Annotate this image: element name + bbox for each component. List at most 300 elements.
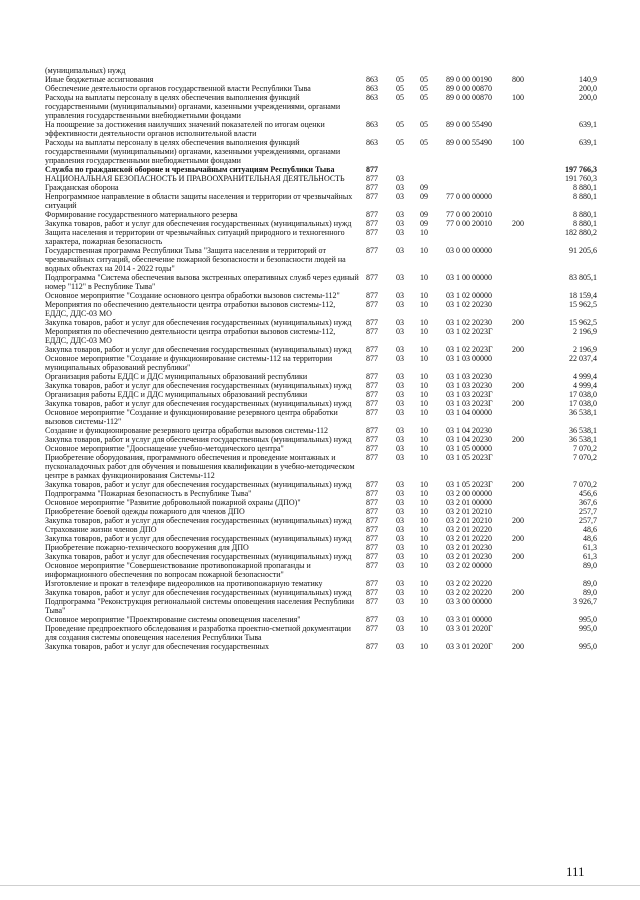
row-grbs: 863 bbox=[366, 93, 378, 102]
table-row bbox=[0, 372, 640, 381]
row-grbs: 877 bbox=[366, 345, 378, 354]
row-pr: 09 bbox=[420, 210, 428, 219]
row-grbs: 877 bbox=[366, 525, 378, 534]
row-sum: 456,6 bbox=[579, 489, 597, 498]
row-sum: 8 880,1 bbox=[573, 219, 597, 228]
row-pr: 10 bbox=[420, 381, 428, 390]
row-sum: 995,0 bbox=[579, 642, 597, 651]
row-cs: 03 3 01 2020Г bbox=[446, 642, 493, 651]
row-vr: 200 bbox=[512, 516, 524, 525]
row-name: Подпрограмма "Пожарная безопасность в Республике Тыва" bbox=[45, 489, 252, 498]
row-name: Мероприятия по обеспечению деятельности центра отработки вызовов системы-112, ЕДДС, ДДС-03 МО bbox=[45, 327, 336, 345]
row-pr: 10 bbox=[420, 426, 428, 435]
row-pr: 10 bbox=[420, 246, 428, 255]
row-pr: 10 bbox=[420, 228, 428, 237]
row-cs: 77 0 00 20010 bbox=[446, 210, 492, 219]
row-name: Служба по гражданской обороне и чрезвычайным ситуациям Республики Тыва bbox=[45, 165, 335, 174]
row-name: Проведение предпроектного обследования и разработка проектно-сметной документации для создания системы оповещения населения Республики Тыва bbox=[45, 624, 351, 642]
row-name: Непрограммное направление в области защиты населения и территории от чрезвычайных ситуаций bbox=[45, 192, 353, 210]
row-vr: 100 bbox=[512, 93, 524, 102]
row-grbs: 877 bbox=[366, 435, 378, 444]
row-cs: 77 0 00 20010 bbox=[446, 219, 492, 228]
row-pr: 10 bbox=[420, 435, 428, 444]
row-sum: 257,7 bbox=[579, 516, 597, 525]
table-row bbox=[0, 507, 640, 516]
row-grbs: 877 bbox=[366, 246, 378, 255]
row-pr: 05 bbox=[420, 138, 428, 147]
row-sum: 639,1 bbox=[579, 138, 597, 147]
row-name: Изготовление и прокат в телеэфире видеороликов на противопожарную тематику bbox=[45, 579, 323, 588]
table-row bbox=[0, 408, 640, 426]
row-pr: 10 bbox=[420, 354, 428, 363]
row-grbs: 877 bbox=[366, 534, 378, 543]
row-rz: 03 bbox=[396, 543, 404, 552]
table-row bbox=[0, 579, 640, 588]
row-name: Закупка товаров, работ и услуг для обеспечения государственных (муниципальных) нужд bbox=[45, 480, 352, 489]
row-name: Страхование жизни членов ДПО bbox=[45, 525, 157, 534]
row-vr: 200 bbox=[512, 399, 524, 408]
row-sum: 197 766,3 bbox=[565, 165, 597, 174]
row-pr: 10 bbox=[420, 399, 428, 408]
table-row bbox=[0, 300, 640, 318]
row-rz: 03 bbox=[396, 381, 404, 390]
row-grbs: 877 bbox=[366, 489, 378, 498]
row-name: Гражданская оборона bbox=[45, 183, 119, 192]
row-pr: 10 bbox=[420, 534, 428, 543]
row-pr: 10 bbox=[420, 273, 428, 282]
row-name: Основное мероприятие "Дооснащение учебно-методического центра" bbox=[45, 444, 284, 453]
row-grbs: 877 bbox=[366, 183, 378, 192]
row-rz: 03 bbox=[396, 642, 404, 651]
row-rz: 05 bbox=[396, 120, 404, 129]
row-rz: 03 bbox=[396, 219, 404, 228]
row-name: Закупка товаров, работ и услуг для обеспечения государственных bbox=[45, 642, 270, 651]
row-grbs: 877 bbox=[366, 516, 378, 525]
row-cs: 03 1 02 20230 bbox=[446, 300, 492, 309]
row-grbs: 877 bbox=[366, 642, 378, 651]
table-row bbox=[0, 93, 640, 120]
row-name: Создание и функционирование резервного центра обработки вызовов системы-112 bbox=[45, 426, 328, 435]
row-pr: 10 bbox=[420, 525, 428, 534]
table-row bbox=[0, 489, 640, 498]
row-rz: 03 bbox=[396, 516, 404, 525]
row-sum: 3 926,7 bbox=[573, 597, 597, 606]
row-sum: 17 038,0 bbox=[569, 390, 597, 399]
row-sum: 995,0 bbox=[579, 615, 597, 624]
row-rz: 03 bbox=[396, 597, 404, 606]
row-sum: 140,9 bbox=[579, 75, 597, 84]
row-rz: 03 bbox=[396, 327, 404, 336]
table-row bbox=[0, 516, 640, 525]
row-sum: 22 037,4 bbox=[569, 354, 597, 363]
row-cs: 03 2 01 20220 bbox=[446, 525, 492, 534]
row-name: Государственная программа Республики Тыва "Защита населения и территорий от чрезвычайных ситуаций, обеспечение пожарной безопасности и безопасности людей на водных объектах на 2014 - 2022 годы" bbox=[45, 246, 346, 273]
row-pr: 05 bbox=[420, 75, 428, 84]
row-rz: 03 bbox=[396, 579, 404, 588]
row-grbs: 877 bbox=[366, 399, 378, 408]
row-pr: 10 bbox=[420, 453, 428, 462]
row-grbs: 877 bbox=[366, 408, 378, 417]
row-cs: 03 1 02 20230 bbox=[446, 318, 492, 327]
table-row bbox=[0, 192, 640, 210]
row-rz: 03 bbox=[396, 525, 404, 534]
row-cs: 03 1 04 20230 bbox=[446, 435, 492, 444]
table-row bbox=[0, 327, 640, 345]
row-sum: 83 805,1 bbox=[569, 273, 597, 282]
table-row bbox=[0, 642, 640, 651]
row-sum: 182 880,2 bbox=[565, 228, 597, 237]
row-sum: 36 538,1 bbox=[569, 408, 597, 417]
row-rz: 03 bbox=[396, 444, 404, 453]
row-rz: 03 bbox=[396, 174, 404, 183]
row-cs: 77 0 00 00000 bbox=[446, 192, 492, 201]
row-name: Приобретение оборудования, программного обеспечения и проведение монтажных и пусконаладочных работ для обучения и повышения квалификации в учебно-методическом центре в рамках функционирования Системы-112 bbox=[45, 453, 355, 480]
table-row bbox=[0, 453, 640, 480]
row-pr: 05 bbox=[420, 120, 428, 129]
table-row bbox=[0, 246, 640, 273]
row-rz: 03 bbox=[396, 534, 404, 543]
scan-edge-line bbox=[0, 885, 640, 886]
row-name: Основное мероприятие "Создание и функционирование системы-112 на территории муниципальных образований республики" bbox=[45, 354, 333, 372]
row-name: Основное мероприятие "Развитие добровольной пожарной охраны (ДПО)" bbox=[45, 498, 301, 507]
row-sum: 367,6 bbox=[579, 498, 597, 507]
row-rz: 03 bbox=[396, 318, 404, 327]
row-cs: 03 3 00 00000 bbox=[446, 597, 492, 606]
row-cs: 89 0 00 00870 bbox=[446, 93, 492, 102]
row-cs: 03 1 05 2023Г bbox=[446, 480, 493, 489]
row-cs: 03 2 01 20210 bbox=[446, 507, 492, 516]
table-row bbox=[0, 561, 640, 579]
row-grbs: 877 bbox=[366, 615, 378, 624]
row-cs: 03 0 00 00000 bbox=[446, 246, 492, 255]
row-grbs: 877 bbox=[366, 372, 378, 381]
row-rz: 03 bbox=[396, 354, 404, 363]
row-cs: 03 2 01 20230 bbox=[446, 552, 492, 561]
row-name: Иные бюджетные ассигнования bbox=[45, 75, 154, 84]
row-name: Закупка товаров, работ и услуг для обеспечения государственных (муниципальных) нужд bbox=[45, 516, 352, 525]
table-row bbox=[0, 399, 640, 408]
row-name: Формирование государственного материального резерва bbox=[45, 210, 238, 219]
row-grbs: 877 bbox=[366, 480, 378, 489]
row-pr: 10 bbox=[420, 390, 428, 399]
row-vr: 200 bbox=[512, 345, 524, 354]
row-vr: 200 bbox=[512, 588, 524, 597]
table-row bbox=[0, 120, 640, 138]
row-grbs: 877 bbox=[366, 381, 378, 390]
row-name: Расходы на выплаты персоналу в целях обеспечения выполнения функций государственными (муниципальными) органами, казенными учреждениями, органами управления государственными внебюджетными фондами bbox=[45, 138, 341, 165]
row-sum: 2 196,9 bbox=[573, 345, 597, 354]
table-row bbox=[0, 597, 640, 615]
row-rz: 03 bbox=[396, 588, 404, 597]
row-cs: 03 2 01 20210 bbox=[446, 516, 492, 525]
row-cs: 89 0 00 00870 bbox=[446, 84, 492, 93]
row-pr: 10 bbox=[420, 291, 428, 300]
row-sum: 61,3 bbox=[583, 543, 597, 552]
row-pr: 10 bbox=[420, 444, 428, 453]
row-sum: 89,0 bbox=[583, 579, 597, 588]
row-grbs: 877 bbox=[366, 624, 378, 633]
row-sum: 4 999,4 bbox=[573, 372, 597, 381]
row-name: Основное мероприятие "Совершенствование противопожарной пропаганды и информационного обеспечения по вопросам пожарной безопасности" bbox=[45, 561, 311, 579]
row-pr: 10 bbox=[420, 588, 428, 597]
row-grbs: 877 bbox=[366, 498, 378, 507]
table-row bbox=[0, 552, 640, 561]
row-name: Подпрограмма "Система обеспечения вызова экстренных оперативных служб через единый номер "112" в Республике Тыва" bbox=[45, 273, 359, 291]
row-name: Мероприятия по обеспечению деятельности центра отработки вызовов системы-112, ЕДДС, ДДС-03 МО bbox=[45, 300, 336, 318]
row-pr: 09 bbox=[420, 192, 428, 201]
row-sum: 7 070,2 bbox=[573, 480, 597, 489]
row-grbs: 877 bbox=[366, 228, 378, 237]
row-grbs: 877 bbox=[366, 588, 378, 597]
row-vr: 200 bbox=[512, 534, 524, 543]
page-number: 111 bbox=[566, 864, 585, 879]
row-cs: 03 2 00 00000 bbox=[446, 489, 492, 498]
row-rz: 03 bbox=[396, 273, 404, 282]
table-row bbox=[0, 588, 640, 597]
row-rz: 03 bbox=[396, 372, 404, 381]
row-grbs: 877 bbox=[366, 561, 378, 570]
row-name: Защита населения и территории от чрезвычайных ситуаций природного и техногенного характера, пожарная безопасность bbox=[45, 228, 345, 246]
row-grbs: 863 bbox=[366, 120, 378, 129]
row-rz: 05 bbox=[396, 93, 404, 102]
table-row bbox=[0, 165, 640, 174]
row-grbs: 863 bbox=[366, 75, 378, 84]
table-row bbox=[0, 390, 640, 399]
row-pr: 10 bbox=[420, 561, 428, 570]
row-grbs: 877 bbox=[366, 219, 378, 228]
row-pr: 10 bbox=[420, 552, 428, 561]
row-rz: 03 bbox=[396, 435, 404, 444]
row-vr: 800 bbox=[512, 75, 524, 84]
row-rz: 03 bbox=[396, 228, 404, 237]
row-cs: 03 2 02 00000 bbox=[446, 561, 492, 570]
row-grbs: 877 bbox=[366, 192, 378, 201]
row-sum: 8 880,1 bbox=[573, 192, 597, 201]
table-row bbox=[0, 183, 640, 192]
table-row bbox=[0, 426, 640, 435]
row-sum: 2 196,9 bbox=[573, 327, 597, 336]
row-rz: 03 bbox=[396, 507, 404, 516]
row-rz: 03 bbox=[396, 453, 404, 462]
row-grbs: 877 bbox=[366, 543, 378, 552]
row-name: Приобретение пожарно-технического вооружения для ДПО bbox=[45, 543, 249, 552]
row-name: Обеспечение деятельности органов государственной власти Республики Тыва bbox=[45, 84, 311, 93]
row-cs: 03 1 04 00000 bbox=[446, 408, 492, 417]
table-row bbox=[0, 210, 640, 219]
row-sum: 61,3 bbox=[583, 552, 597, 561]
row-pr: 05 bbox=[420, 93, 428, 102]
table-row bbox=[0, 174, 640, 183]
row-grbs: 877 bbox=[366, 552, 378, 561]
row-name: Организация работы ЕДДС и ДДС муниципальных образований республики bbox=[45, 390, 308, 399]
row-cs: 03 2 02 20220 bbox=[446, 579, 492, 588]
row-vr: 200 bbox=[512, 219, 524, 228]
table-row bbox=[0, 138, 640, 165]
row-pr: 09 bbox=[420, 183, 428, 192]
row-sum: 7 070,2 bbox=[573, 444, 597, 453]
row-rz: 03 bbox=[396, 489, 404, 498]
row-cs: 03 1 00 00000 bbox=[446, 273, 492, 282]
row-cs: 03 1 02 2023Г bbox=[446, 327, 493, 336]
row-sum: 200,0 bbox=[579, 93, 597, 102]
row-rz: 03 bbox=[396, 408, 404, 417]
table-row bbox=[0, 273, 640, 291]
row-name: Основное мероприятие "Создание и функционирование резервного центра обработки вызовов системы-112" bbox=[45, 408, 338, 426]
row-sum: 15 962,5 bbox=[569, 300, 597, 309]
row-cs: 03 2 01 00000 bbox=[446, 498, 492, 507]
row-grbs: 863 bbox=[366, 84, 378, 93]
table-row bbox=[0, 381, 640, 390]
row-vr: 200 bbox=[512, 552, 524, 561]
row-rz: 03 bbox=[396, 210, 404, 219]
row-grbs: 877 bbox=[366, 597, 378, 606]
row-cs: 03 1 02 2023Г bbox=[446, 345, 493, 354]
row-grbs: 877 bbox=[366, 210, 378, 219]
row-grbs: 877 bbox=[366, 174, 378, 183]
row-cs: 03 3 01 00000 bbox=[446, 615, 492, 624]
table-row bbox=[0, 444, 640, 453]
row-sum: 639,1 bbox=[579, 120, 597, 129]
row-rz: 03 bbox=[396, 561, 404, 570]
row-grbs: 877 bbox=[366, 291, 378, 300]
row-pr: 10 bbox=[420, 516, 428, 525]
row-name: Закупка товаров, работ и услуг для обеспечения государственных (муниципальных) нужд bbox=[45, 399, 352, 408]
row-grbs: 877 bbox=[366, 390, 378, 399]
row-grbs: 877 bbox=[366, 327, 378, 336]
table-row bbox=[0, 75, 640, 84]
row-rz: 03 bbox=[396, 399, 404, 408]
row-name: Приобретение боевой одежды пожарного для членов ДПО bbox=[45, 507, 245, 516]
row-name: НАЦИОНАЛЬНАЯ БЕЗОПАСНОСТЬ И ПРАВООХРАНИТЕЛЬНАЯ ДЕЯТЕЛЬНОСТЬ bbox=[45, 174, 345, 183]
row-rz: 03 bbox=[396, 183, 404, 192]
row-rz: 03 bbox=[396, 624, 404, 633]
table-row bbox=[0, 615, 640, 624]
row-name: Основное мероприятие "Создание основного центра обработки вызовов системы-112" bbox=[45, 291, 340, 300]
row-pr: 10 bbox=[420, 507, 428, 516]
row-cs: 03 1 03 2023Г bbox=[446, 390, 493, 399]
row-name: Расходы на выплаты персоналу в целях обеспечения выполнения функций государственными (муниципальными) органами, казенными учреждениями, органами управления государственными внебюджетными фондами bbox=[45, 93, 341, 120]
row-grbs: 877 bbox=[366, 579, 378, 588]
row-sum: 36 538,1 bbox=[569, 426, 597, 435]
row-name: Закупка товаров, работ и услуг для обеспечения государственных (муниципальных) нужд bbox=[45, 435, 352, 444]
row-name: На поощрение за достижения наилучших значений показателей по итогам оценки эффективности деятельности органов исполнительной власти bbox=[45, 120, 325, 138]
row-cs: 03 2 01 20220 bbox=[446, 534, 492, 543]
row-pr: 09 bbox=[420, 219, 428, 228]
row-sum: 15 962,5 bbox=[569, 318, 597, 327]
row-grbs: 877 bbox=[366, 300, 378, 309]
row-sum: 48,6 bbox=[583, 525, 597, 534]
row-grbs: 863 bbox=[366, 138, 378, 147]
row-cs: 89 0 00 55490 bbox=[446, 138, 492, 147]
row-rz: 03 bbox=[396, 291, 404, 300]
table-row bbox=[0, 543, 640, 552]
row-rz: 03 bbox=[396, 426, 404, 435]
row-sum: 18 159,4 bbox=[569, 291, 597, 300]
table-row bbox=[0, 354, 640, 372]
row-grbs: 877 bbox=[366, 444, 378, 453]
row-name: Закупка товаров, работ и услуг для обеспечения государственных (муниципальных) нужд bbox=[45, 381, 352, 390]
row-pr: 10 bbox=[420, 489, 428, 498]
row-name: Закупка товаров, работ и услуг для обеспечения государственных (муниципальных) нужд bbox=[45, 318, 352, 327]
row-sum: 17 038,0 bbox=[569, 399, 597, 408]
row-cs: 03 1 05 2023Г bbox=[446, 453, 493, 462]
row-name: Основное мероприятие "Проектирование системы оповещения населения" bbox=[45, 615, 301, 624]
row-rz: 03 bbox=[396, 552, 404, 561]
row-pr: 10 bbox=[420, 345, 428, 354]
row-vr: 200 bbox=[512, 642, 524, 651]
row-grbs: 877 bbox=[366, 318, 378, 327]
table-row bbox=[0, 624, 640, 642]
row-pr: 10 bbox=[420, 318, 428, 327]
row-rz: 05 bbox=[396, 138, 404, 147]
row-sum: 257,7 bbox=[579, 507, 597, 516]
row-sum: 200,0 bbox=[579, 84, 597, 93]
row-grbs: 877 bbox=[366, 354, 378, 363]
row-grbs: 877 bbox=[366, 165, 378, 174]
row-cs: 03 1 03 00000 bbox=[446, 354, 492, 363]
row-sum: 89,0 bbox=[583, 588, 597, 597]
row-pr: 10 bbox=[420, 543, 428, 552]
row-sum: 8 880,1 bbox=[573, 210, 597, 219]
row-rz: 03 bbox=[396, 246, 404, 255]
row-vr: 100 bbox=[512, 138, 524, 147]
row-pr: 10 bbox=[420, 408, 428, 417]
table-row bbox=[0, 435, 640, 444]
table-row bbox=[0, 228, 640, 246]
row-cs: 03 2 02 20220 bbox=[446, 588, 492, 597]
row-cs: 03 1 02 00000 bbox=[446, 291, 492, 300]
row-pr: 10 bbox=[420, 300, 428, 309]
row-cs: 03 1 04 20230 bbox=[446, 426, 492, 435]
row-vr: 200 bbox=[512, 381, 524, 390]
row-rz: 03 bbox=[396, 615, 404, 624]
row-pr: 10 bbox=[420, 372, 428, 381]
row-sum: 89,0 bbox=[583, 561, 597, 570]
row-pr: 10 bbox=[420, 597, 428, 606]
row-name: Организация работы ЕДДС и ДДС муниципальных образований республики bbox=[45, 372, 308, 381]
row-rz: 03 bbox=[396, 498, 404, 507]
row-cs: 89 0 00 00190 bbox=[446, 75, 492, 84]
row-name: Закупка товаров, работ и услуг для обеспечения государственных (муниципальных) нужд bbox=[45, 552, 352, 561]
row-cs: 03 1 03 20230 bbox=[446, 372, 492, 381]
row-cs: 03 3 01 2020Г bbox=[446, 624, 493, 633]
row-cs: 03 1 05 00000 bbox=[446, 444, 492, 453]
row-sum: 91 205,6 bbox=[569, 246, 597, 255]
row-name: Подпрограмма "Реконструкция региональной системы оповещения населения Республики Тыва" bbox=[45, 597, 354, 615]
table-row bbox=[0, 534, 640, 543]
table-row bbox=[0, 84, 640, 93]
row-name: (муниципальных) нужд bbox=[45, 66, 126, 75]
row-sum: 8 880,1 bbox=[573, 183, 597, 192]
row-grbs: 877 bbox=[366, 453, 378, 462]
row-pr: 05 bbox=[420, 84, 428, 93]
row-cs: 03 1 03 20230 bbox=[446, 381, 492, 390]
row-name: Закупка товаров, работ и услуг для обеспечения государственных (муниципальных) нужд bbox=[45, 219, 352, 228]
row-vr: 200 bbox=[512, 480, 524, 489]
row-rz: 03 bbox=[396, 390, 404, 399]
row-pr: 10 bbox=[420, 498, 428, 507]
row-name: Закупка товаров, работ и услуг для обеспечения государственных (муниципальных) нужд bbox=[45, 345, 352, 354]
row-pr: 10 bbox=[420, 327, 428, 336]
table-row bbox=[0, 345, 640, 354]
row-sum: 7 070,2 bbox=[573, 453, 597, 462]
row-pr: 10 bbox=[420, 579, 428, 588]
table-row bbox=[0, 66, 640, 75]
row-rz: 05 bbox=[396, 84, 404, 93]
row-pr: 10 bbox=[420, 642, 428, 651]
row-name: Закупка товаров, работ и услуг для обеспечения государственных (муниципальных) нужд bbox=[45, 534, 352, 543]
row-sum: 191 760,3 bbox=[565, 174, 597, 183]
